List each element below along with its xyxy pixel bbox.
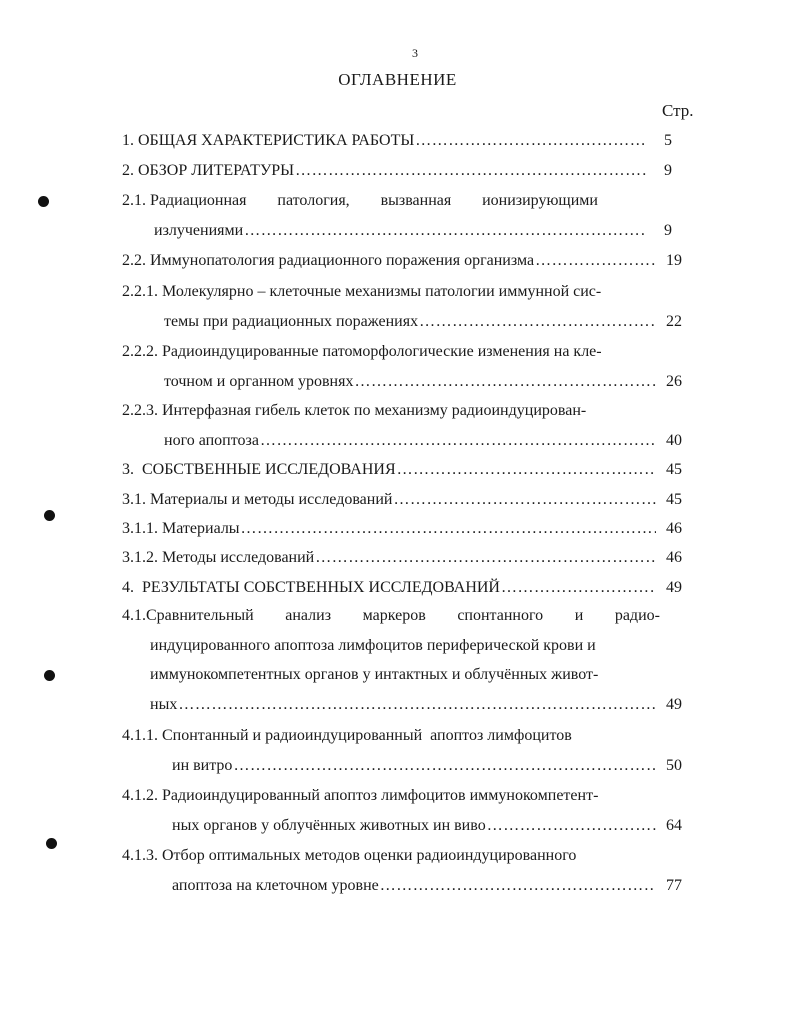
leader-dots [419,312,656,332]
leader-dots [241,519,656,539]
leader-dots [501,578,656,598]
toc-entry [172,876,682,896]
toc-entry [164,312,682,332]
toc-entry [172,816,682,836]
leader-dots [178,695,656,715]
leader-dots [487,816,656,836]
toc-entry [150,695,682,715]
toc-entry-line: индуцированного апоптоза лимфоцитов периферической крови и [150,637,596,654]
toc-word: и [574,607,584,624]
leader-dots [535,251,656,271]
toc-entry-page: 26 [666,373,682,390]
toc-entry [122,490,682,510]
toc-entry-title: 1. ОБЩАЯ ХАРАКТЕРИСТИКА РАБОТЫ [122,132,415,149]
toc-word: ионизирующими [482,192,598,209]
toc-word: спонтанного [457,607,544,624]
toc-entry-line: 2.2.1. Молекулярно – клеточные механизмы патологии иммунной сис- [122,283,602,300]
toc-entry-page: 46 [666,520,682,537]
toc-entry-page: 9 [664,222,672,239]
toc-entry-page: 46 [666,549,682,566]
toc-entry-line: 4.1.1. Спонтанный и радиоиндуцированный апоптоз лимфоцитов [122,727,572,744]
toc-entry [164,431,682,451]
leader-dots [260,431,656,451]
toc-entry [172,756,682,776]
toc-entry [122,251,682,271]
toc-entry-page: 50 [666,757,682,774]
leader-dots [233,756,656,776]
toc-entry-title: ного апоптоза [164,432,259,449]
toc-entry-title: 3.1.1. Материалы [122,520,240,537]
toc-entry-title: апоптоза на клеточном уровне [172,877,379,894]
toc-entry-page: 64 [666,817,682,834]
toc-entry-page: 45 [666,461,682,478]
toc-entry-title: 3.1. Материалы и методы исследований [122,491,393,508]
toc-entry [122,131,672,151]
leader-dots [354,372,656,392]
page-number: 3 [412,46,418,60]
toc-entry-line: 2.2.2. Радиоиндуцированные патоморфологические изменения на кле- [122,343,602,360]
toc-entry [122,519,682,539]
leader-dots [295,161,646,181]
toc-entry [164,372,682,392]
toc-word: радио- [614,607,660,624]
toc-entry-page: 40 [666,432,682,449]
toc-entry-title: ных [150,696,178,713]
leader-dots [393,490,656,510]
toc-entry-title: ин витро [172,757,233,774]
leader-dots [415,131,646,151]
toc-entry [122,578,682,598]
toc-entry-page: 49 [666,696,682,713]
leader-dots [315,548,656,568]
toc-entry-title: 3.1.2. Методы исследований [122,549,315,566]
toc-entry-page: 77 [666,877,682,894]
toc-entry [154,221,672,241]
page-title: ОГЛАВНЕНИЕ [338,70,457,89]
toc-entry-line: 4.1.2. Радиоиндуцированный апоптоз лимфоцитов иммунокомпетент- [122,787,599,804]
toc-word: патология, [277,192,350,209]
toc-entry-line [122,606,660,626]
toc-entry-title: 2. ОБЗОР ЛИТЕРАТУРЫ [122,162,295,179]
toc-entry-page: 49 [666,579,682,596]
toc-entry-title: 3. СОБСТВЕННЫЕ ИССЛЕДОВАНИЯ [122,461,396,478]
toc-entry-line: 2.2.3. Интерфазная гибель клеток по механизму радиоиндуцирован- [122,402,587,419]
page-column-label: Стр. [662,101,694,120]
toc-entry-title: ных органов у облучённых животных ин виво [172,817,486,834]
toc-entry-title: 2.2. Иммунопатология радиационного поражения организма [122,252,535,269]
toc-entry-page: 19 [666,252,682,269]
toc-entry [122,161,672,181]
toc-entry-page: 45 [666,491,682,508]
toc-entry-page: 5 [664,132,672,149]
toc-entry-title: темы при радиационных поражениях [164,313,419,330]
toc-word: вызванная [380,192,452,209]
toc-word: 2.1. Радиационная [122,192,247,209]
toc-entry [122,460,682,480]
toc-entry [122,548,682,568]
toc-word: маркеров [362,607,426,624]
toc-entry-line: иммунокомпетентных органов у интактных и облучённых живот- [150,666,599,683]
toc-word: анализ [285,607,332,624]
toc-entry-title: излучениями [154,222,244,239]
toc-word: 4.1.Сравнительный [122,607,254,624]
toc-entry-title: точном и органном уровнях [164,373,354,390]
toc-entry-page: 22 [666,313,682,330]
toc-entry-line [122,191,598,211]
toc-entry-page: 9 [664,162,672,179]
toc-entry-line: 4.1.3. Отбор оптимальных методов оценки радиоиндуцированного [122,847,577,864]
leader-dots [397,460,656,480]
leader-dots [380,876,656,896]
toc-entry-title: 4. РЕЗУЛЬТАТЫ СОБСТВЕННЫХ ИССЛЕДОВАНИЙ [122,579,500,596]
leader-dots [244,221,646,241]
